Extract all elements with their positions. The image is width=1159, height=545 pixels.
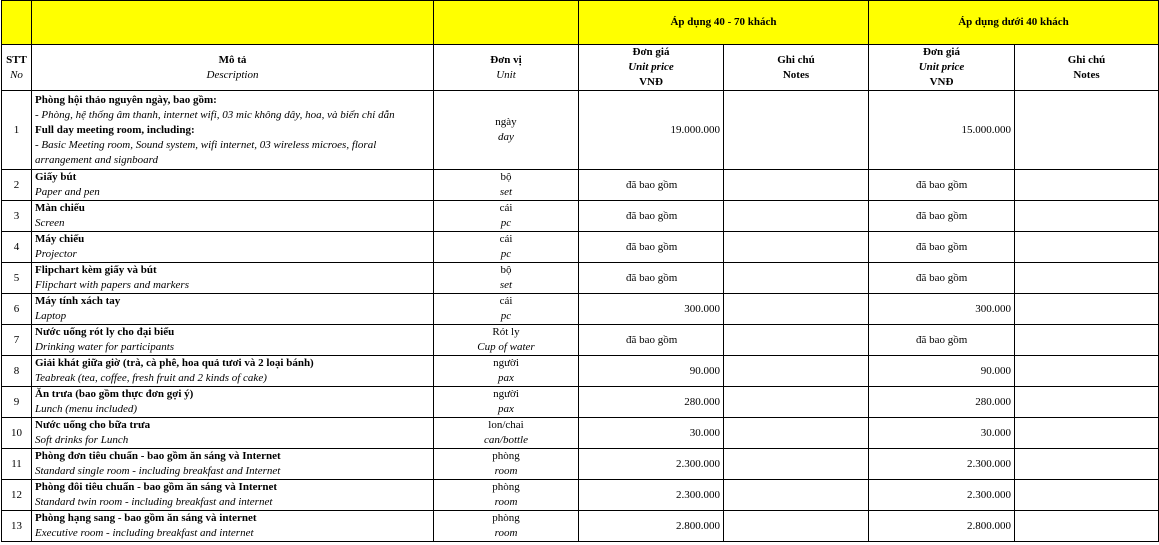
price-40-70: 30.000 [579, 418, 724, 449]
col-header-unit [434, 45, 579, 91]
row-description [32, 449, 434, 480]
desc-en: Standard twin room - including breakfast and internet [35, 496, 273, 508]
unit-en: pc [500, 310, 512, 322]
unit-vi: cái [499, 295, 513, 307]
col-header-notes-2 [1015, 45, 1159, 91]
row-unit [434, 325, 579, 356]
desc-en: Standard single room - including breakfast and Internet [35, 465, 281, 477]
notes-under-40 [1015, 387, 1159, 418]
unit-en: pc [500, 217, 512, 229]
desc-label-en: Description [206, 68, 259, 81]
col-header-notes-1 [724, 45, 869, 91]
desc-vi-sub: - Phòng, hệ thống âm thanh, internet wifi, 03 mic không dây, hoa, và biển chỉ dẫn [35, 108, 395, 121]
desc-en: Full day meeting room, including: [35, 123, 195, 136]
price-40-70: 280.000 [579, 387, 724, 418]
unit-en: set [499, 279, 513, 291]
desc-vi: Phòng đơn tiêu chuẩn - bao gồm ăn sáng và Internet [35, 450, 281, 462]
unit-en: can/bottle [484, 434, 528, 446]
price-under-40: 90.000 [869, 356, 1015, 387]
unit-vi: người [493, 357, 519, 369]
notes-40-70 [724, 170, 869, 201]
unit-en: room [494, 465, 518, 477]
row-description [32, 356, 434, 387]
unit-vi: người [493, 388, 519, 400]
header-blank-desc [32, 1, 434, 45]
price-label-en: Unit price [918, 61, 965, 73]
notes-40-70 [724, 91, 869, 170]
notes-40-70 [724, 201, 869, 232]
notes-under-40 [1015, 449, 1159, 480]
table-row [2, 201, 1159, 232]
price-under-40: 2.300.000 [869, 480, 1015, 511]
unit-en: set [499, 186, 513, 198]
row-number: 12 [2, 480, 32, 511]
desc-vi: Nước uống cho bữa trưa [35, 419, 151, 431]
row-number: 11 [2, 449, 32, 480]
unit-vi: ngày [495, 116, 517, 128]
table-row [2, 418, 1159, 449]
table-row [2, 294, 1159, 325]
column-header-row [2, 45, 1159, 91]
stt-label-vi: STT [6, 53, 27, 66]
notes-label-en: Notes [782, 68, 810, 81]
notes-40-70 [724, 294, 869, 325]
unit-en: pax [498, 403, 514, 415]
notes-under-40 [1015, 263, 1159, 294]
price-40-70: đã bao gồm [579, 325, 724, 356]
row-unit [434, 449, 579, 480]
desc-en: Flipchart with papers and markers [35, 279, 189, 291]
desc-en-sub: - Basic Meeting room, Sound system, wifi internet, 03 wireless microes, floral arrangement and signboard [35, 138, 377, 166]
row-number: 6 [2, 294, 32, 325]
notes-40-70 [724, 511, 869, 542]
unit-vi: phòng [492, 481, 520, 493]
price-under-40: 2.800.000 [869, 511, 1015, 542]
desc-label-vi: Mô tả [218, 53, 247, 66]
row-unit [434, 201, 579, 232]
row-number: 13 [2, 511, 32, 542]
desc-vi: Giải khát giữa giờ (trà, cà phê, hoa quả tươi và 2 loại bánh) [35, 357, 314, 369]
notes-label-en: Notes [1073, 68, 1100, 81]
row-description [32, 511, 434, 542]
price-under-40: đã bao gồm [869, 263, 1015, 294]
row-description [32, 294, 434, 325]
price-under-40: đã bao gồm [869, 170, 1015, 201]
price-table-sheet [1, 0, 1159, 542]
row-description [32, 418, 434, 449]
price-under-40: 300.000 [869, 294, 1015, 325]
col-header-price-1 [579, 45, 724, 91]
price-under-40: đã bao gồm [869, 201, 1015, 232]
row-number: 3 [2, 201, 32, 232]
table-row [2, 91, 1159, 170]
stt-label-en: No [10, 68, 23, 81]
row-number: 7 [2, 325, 32, 356]
row-description [32, 263, 434, 294]
table-row [2, 511, 1159, 542]
col-header-price-2 [869, 45, 1015, 91]
table-row [2, 449, 1159, 480]
notes-label-vi: Ghi chú [1067, 53, 1106, 66]
unit-vi: Rót ly [492, 326, 520, 338]
price-under-40: đã bao gồm [869, 232, 1015, 263]
unit-label-vi: Đơn vị [490, 53, 522, 66]
desc-en: Projector [35, 248, 77, 260]
desc-en: Screen [35, 217, 65, 229]
group-header-row [2, 1, 1159, 45]
row-number: 1 [2, 91, 32, 170]
price-label-vi: Đơn giá [632, 46, 670, 58]
notes-under-40 [1015, 91, 1159, 170]
notes-under-40 [1015, 294, 1159, 325]
row-number: 9 [2, 387, 32, 418]
header-blank-stt [2, 1, 32, 45]
table-row [2, 263, 1159, 294]
row-number: 5 [2, 263, 32, 294]
price-label-vi: Đơn giá [923, 46, 960, 58]
desc-en: Laptop [35, 310, 67, 322]
row-description [32, 170, 434, 201]
table-row [2, 480, 1159, 511]
row-description [32, 232, 434, 263]
desc-en: Executive room - including breakfast and internet [35, 527, 254, 539]
table-row [2, 387, 1159, 418]
notes-40-70 [724, 449, 869, 480]
notes-40-70 [724, 387, 869, 418]
price-under-40: 280.000 [869, 387, 1015, 418]
desc-en: Paper and pen [35, 186, 100, 198]
price-40-70: 90.000 [579, 356, 724, 387]
unit-vi: phòng [492, 450, 520, 462]
notes-40-70 [724, 263, 869, 294]
desc-vi: Máy tính xách tay [35, 295, 121, 307]
notes-under-40 [1015, 480, 1159, 511]
table-row [2, 232, 1159, 263]
price-under-40: 2.300.000 [869, 449, 1015, 480]
notes-label-vi: Ghi chú [777, 53, 815, 66]
unit-en: room [494, 496, 518, 508]
row-unit [434, 91, 579, 170]
notes-under-40 [1015, 511, 1159, 542]
price-40-70: 2.300.000 [579, 449, 724, 480]
row-description [32, 201, 434, 232]
group-header-under-40: Áp dụng dưới 40 khách [869, 1, 1159, 45]
notes-40-70 [724, 232, 869, 263]
notes-under-40 [1015, 170, 1159, 201]
price-currency: VNĐ [639, 76, 663, 88]
price-under-40: 15.000.000 [869, 91, 1015, 170]
col-header-stt [2, 45, 32, 91]
group-header-40-70: Áp dụng 40 - 70 khách [579, 1, 869, 45]
row-unit [434, 356, 579, 387]
unit-vi: cái [499, 202, 513, 214]
notes-40-70 [724, 418, 869, 449]
price-currency: VNĐ [929, 76, 954, 88]
col-header-description [32, 45, 434, 91]
notes-under-40 [1015, 232, 1159, 263]
price-40-70: 2.300.000 [579, 480, 724, 511]
row-description [32, 91, 434, 170]
price-label-en: Unit price [628, 61, 674, 73]
desc-vi: Flipchart kèm giấy và bút [35, 264, 157, 276]
row-number: 2 [2, 170, 32, 201]
unit-en: pc [500, 248, 512, 260]
desc-vi: Phòng hội thảo nguyên ngày, bao gồm: [35, 93, 217, 106]
unit-vi: phòng [492, 512, 520, 524]
desc-en: Lunch (menu included) [35, 403, 138, 415]
unit-en: Cup of water [477, 341, 535, 353]
price-40-70: 300.000 [579, 294, 724, 325]
price-40-70: 19.000.000 [579, 91, 724, 170]
desc-vi: Màn chiếu [35, 202, 85, 214]
unit-vi: bộ [500, 171, 512, 183]
row-unit [434, 418, 579, 449]
desc-vi: Máy chiếu [35, 233, 85, 245]
notes-under-40 [1015, 201, 1159, 232]
unit-vi: cái [499, 233, 513, 245]
price-40-70: đã bao gồm [579, 201, 724, 232]
row-unit [434, 387, 579, 418]
desc-vi: Giấy bút [35, 171, 77, 183]
row-unit [434, 263, 579, 294]
unit-en: room [494, 527, 518, 539]
row-unit [434, 480, 579, 511]
price-40-70: đã bao gồm [579, 263, 724, 294]
desc-vi: Nước uống rót ly cho đại biểu [35, 326, 175, 338]
row-unit [434, 511, 579, 542]
header-blank-unit [434, 1, 579, 45]
unit-en: pax [498, 372, 514, 384]
notes-under-40 [1015, 356, 1159, 387]
price-table [1, 0, 1159, 542]
unit-vi: lon/chai [488, 419, 524, 431]
table-row [2, 325, 1159, 356]
row-description [32, 387, 434, 418]
desc-vi: Phòng hạng sang - bao gồm ăn sáng và internet [35, 512, 257, 524]
unit-vi: bộ [500, 264, 512, 276]
desc-en: Teabreak (tea, coffee, fresh fruit and 2 kinds of cake) [35, 372, 267, 384]
notes-40-70 [724, 480, 869, 511]
price-40-70: đã bao gồm [579, 232, 724, 263]
notes-40-70 [724, 356, 869, 387]
notes-40-70 [724, 325, 869, 356]
row-description [32, 480, 434, 511]
price-under-40: đã bao gồm [869, 325, 1015, 356]
row-number: 8 [2, 356, 32, 387]
desc-en: Drinking water for participants [35, 341, 175, 353]
price-40-70: 2.800.000 [579, 511, 724, 542]
desc-en: Soft drinks for Lunch [35, 434, 129, 446]
row-description [32, 325, 434, 356]
price-40-70: đã bao gồm [579, 170, 724, 201]
unit-en: day [498, 131, 514, 143]
row-number: 10 [2, 418, 32, 449]
unit-label-en: Unit [496, 68, 516, 81]
notes-under-40 [1015, 325, 1159, 356]
row-unit [434, 232, 579, 263]
desc-vi: Ăn trưa (bao gồm thực đơn gợi ý) [35, 388, 194, 400]
row-unit [434, 294, 579, 325]
notes-under-40 [1015, 418, 1159, 449]
row-unit [434, 170, 579, 201]
row-number: 4 [2, 232, 32, 263]
table-row [2, 170, 1159, 201]
desc-vi: Phòng đôi tiêu chuẩn - bao gồm ăn sáng và Internet [35, 481, 278, 493]
table-row [2, 356, 1159, 387]
price-under-40: 30.000 [869, 418, 1015, 449]
